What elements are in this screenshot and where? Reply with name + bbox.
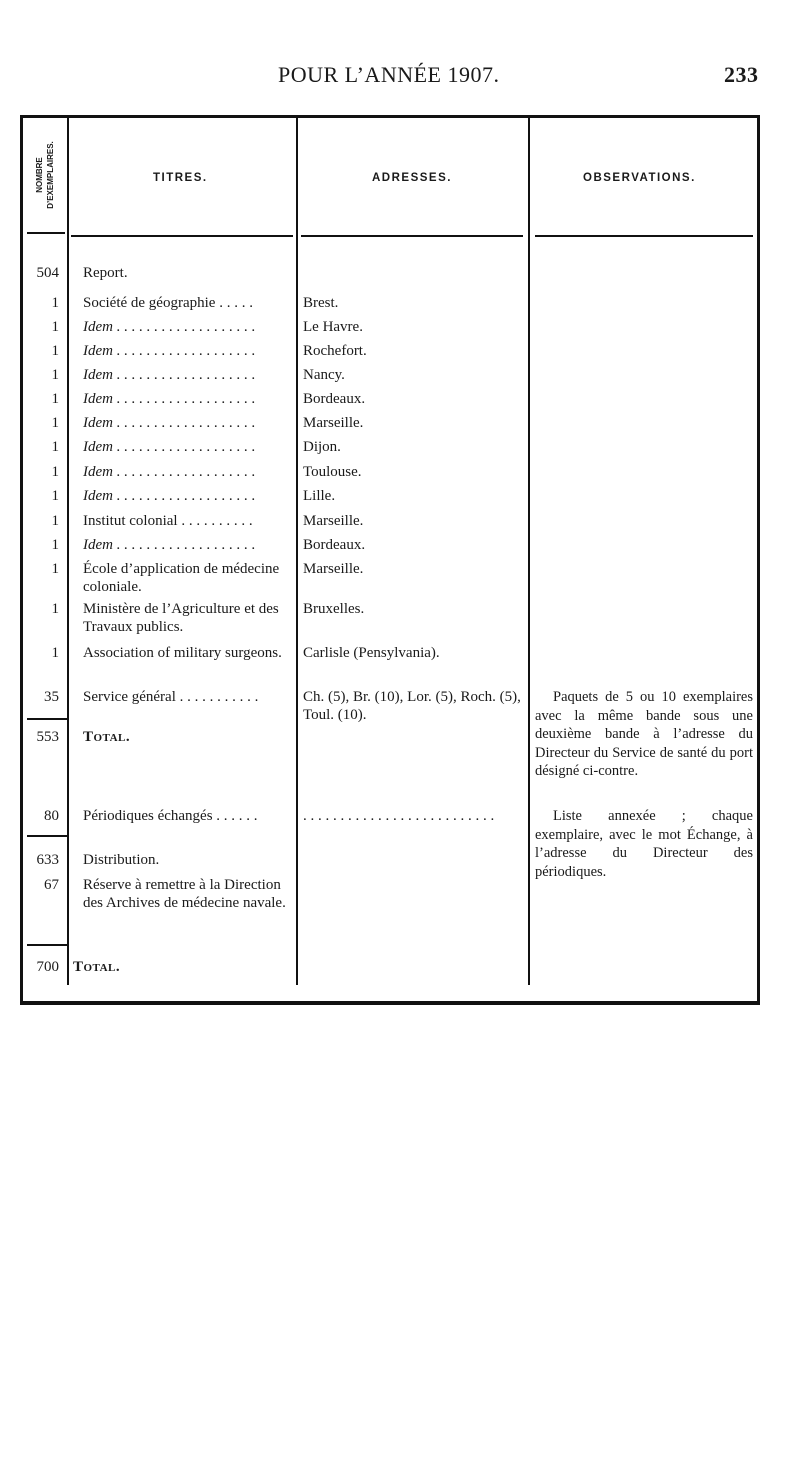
count-heading-line: NOMBRE	[35, 157, 44, 193]
entry-title: Idem . . . . . . . . . . . . . . . . . . .	[83, 439, 256, 455]
copy-count: 1	[51, 295, 59, 311]
entry-title: Idem . . . . . . . . . . . . . . . . . . .	[83, 367, 256, 383]
copy-count: 1	[51, 319, 59, 335]
column-rule	[296, 118, 298, 985]
count-heading-line: D’EXEMPLAIRES.	[46, 141, 55, 209]
observations-column-heading: OBSERVATIONS.	[583, 172, 696, 184]
copy-count: 504	[36, 265, 59, 281]
copy-count: 1	[51, 645, 59, 661]
entry-address: Le Havre.	[303, 319, 363, 335]
entry-address: Marseille.	[303, 561, 364, 577]
entry-address: Bordeaux.	[303, 391, 366, 407]
copy-count: 633	[36, 852, 59, 868]
entry-title: Association of military surgeons.	[83, 645, 282, 661]
entry-title: Idem . . . . . . . . . . . . . . . . . . .	[83, 343, 256, 359]
copy-count: 1	[51, 488, 59, 504]
copy-count: 1	[51, 367, 59, 383]
header-rule	[71, 235, 293, 237]
sum-rule	[27, 944, 67, 946]
copy-count: 80	[44, 808, 59, 824]
copy-count: 67	[44, 877, 59, 893]
sum-rule	[27, 718, 67, 720]
entry-address: Toulouse.	[303, 464, 362, 480]
copy-count: 1	[51, 439, 59, 455]
addresses-column-heading: ADRESSES.	[372, 172, 452, 184]
entry-title: Idem . . . . . . . . . . . . . . . . . . .	[83, 415, 256, 431]
entry-title: Idem . . . . . . . . . . . . . . . . . . .	[83, 488, 256, 504]
copy-count: 1	[51, 537, 59, 553]
entry-address: Marseille.	[303, 415, 364, 431]
column-rule	[67, 118, 69, 985]
entry-title: Société de géographie . . . . .	[83, 295, 253, 311]
entry-title: Idem . . . . . . . . . . . . . . . . . . .	[83, 464, 256, 480]
entry-address: Bruxelles.	[303, 601, 365, 617]
entry-address: Rochefort.	[303, 343, 367, 359]
entry-address: Lille.	[303, 488, 336, 504]
header-rule	[301, 235, 523, 237]
entry-title: Total.	[83, 729, 131, 745]
entry-address: Marseille.	[303, 513, 364, 529]
entry-title: Total.	[73, 959, 121, 975]
observation-service: Paquets de 5 ou 10 exemplaires avec la même bande sous une deuxième bande à l’adresse du Directeur du Service de santé du port désigné ci-contre.	[535, 689, 753, 779]
copy-count: 553	[36, 729, 59, 745]
copy-count: 700	[36, 959, 59, 975]
entry-address: Bordeaux.	[303, 537, 366, 553]
entry-title: Ministère de l’Agriculture et des Travaux publics.	[83, 601, 279, 635]
entry-title: Institut colonial . . . . . . . . . .	[83, 513, 253, 529]
entry-title: Report.	[83, 265, 128, 281]
entry-address: Nancy.	[303, 367, 345, 383]
entry-address: Carlisle (Pensylvania).	[303, 645, 440, 661]
titles-column-heading: TITRES.	[153, 172, 208, 184]
entry-title: Périodiques échangés . . . . . .	[83, 808, 258, 824]
entry-address: Ch. (5), Br. (10), Lor. (5), Roch. (5), Toul. (10).	[303, 689, 521, 723]
distribution-table	[20, 115, 760, 1005]
copy-count: 1	[51, 513, 59, 529]
sum-rule	[27, 835, 67, 837]
copy-count: 1	[51, 464, 59, 480]
entry-title: Distribution.	[83, 852, 160, 868]
entry-title: Idem . . . . . . . . . . . . . . . . . . .	[83, 537, 256, 553]
running-title: POUR L’ANNÉE 1907.	[278, 62, 500, 87]
header-rule	[535, 235, 753, 237]
copy-count: 1	[51, 415, 59, 431]
copy-count: 1	[51, 561, 59, 577]
entry-title: Idem . . . . . . . . . . . . . . . . . . .	[83, 391, 256, 407]
header-rule	[27, 232, 65, 234]
observation-periodiques: Liste annexée ; chaque exemplaire, avec le mot Échange, à l’adresse du Directeur des périodiques.	[535, 808, 753, 880]
entry-title: École d’application de médecine coloniale.	[83, 561, 280, 595]
entry-address: Brest.	[303, 295, 339, 311]
copy-count: 35	[44, 689, 59, 705]
page-number: 233	[724, 62, 759, 87]
entry-address: . . . . . . . . . . . . . . . . . . . . . . . . . .	[303, 808, 495, 824]
entry-address: Dijon.	[303, 439, 341, 455]
entry-title: Idem . . . . . . . . . . . . . . . . . . .	[83, 319, 256, 335]
count-column-heading	[25, 120, 65, 230]
copy-count: 1	[51, 391, 59, 407]
copy-count: 1	[51, 343, 59, 359]
entry-title: Réserve à remettre à la Direction des Archives de médecine navale.	[83, 877, 286, 911]
copy-count: 1	[51, 601, 59, 617]
entry-title: Service général . . . . . . . . . . .	[83, 689, 259, 705]
